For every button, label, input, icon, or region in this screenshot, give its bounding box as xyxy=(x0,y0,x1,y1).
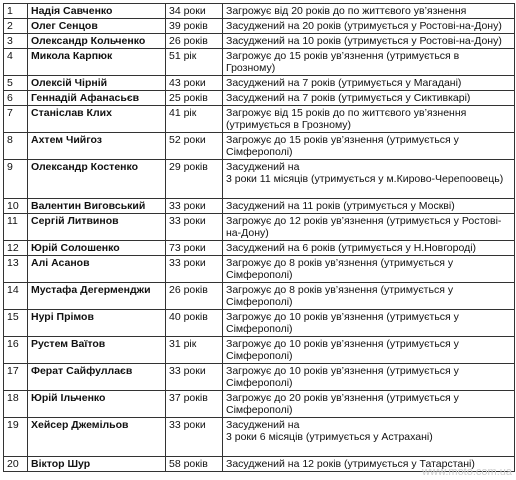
sentence-cell xyxy=(223,4,515,19)
person-name: Валентин Виговський xyxy=(28,199,166,214)
row-number: 3 xyxy=(4,34,28,49)
sentence-line: Засуджений на xyxy=(226,161,300,173)
sentence-cell xyxy=(223,337,515,364)
table-row xyxy=(4,34,515,49)
table-row xyxy=(4,214,515,241)
person-age: 40 років xyxy=(166,310,223,337)
sentence-cell xyxy=(223,364,515,391)
sentence-text: Засуджений на 10 років (утримується у Ростові-на-Дону) xyxy=(226,35,502,47)
sentence-line: 3 роки 11 місяців (утримується у м.Кирово-Черепоовець) xyxy=(226,173,504,185)
sentence-cell xyxy=(223,91,515,106)
table-row xyxy=(4,418,515,457)
person-age: 43 роки xyxy=(166,76,223,91)
row-number: 4 xyxy=(4,49,28,76)
row-number: 15 xyxy=(4,310,28,337)
person-age: 51 рік xyxy=(166,49,223,76)
person-age: 33 роки xyxy=(166,364,223,391)
person-age: 39 років xyxy=(166,19,223,34)
sentence-text: Загрожує до 15 років ув’язнення (утримується в Грозному) xyxy=(226,50,460,74)
sentence-cell xyxy=(223,283,515,310)
table-row xyxy=(4,337,515,364)
person-age: 25 років xyxy=(166,91,223,106)
person-name: Олексій Чірній xyxy=(28,76,166,91)
table-row xyxy=(4,91,515,106)
table-row xyxy=(4,133,515,160)
person-age: 29 років xyxy=(166,160,223,199)
table-row xyxy=(4,241,515,256)
person-age: 26 років xyxy=(166,34,223,49)
table-row xyxy=(4,19,515,34)
row-number: 8 xyxy=(4,133,28,160)
sentence-cell xyxy=(223,19,515,34)
sentence-text: Загрожує до 10 років ув’язнення (утримується у Сімферополі) xyxy=(226,338,459,362)
sentence-text: Засуджений на 6 років (утримується у Н.Новгороді) xyxy=(226,242,477,254)
table-row xyxy=(4,199,515,214)
sentence-text: Загрожує від 15 років до по життєвого ув’язнення (утримується в Грозному) xyxy=(226,107,467,131)
row-number: 12 xyxy=(4,241,28,256)
person-name: Микола Карпюк xyxy=(28,49,166,76)
table-row xyxy=(4,310,515,337)
person-name: Сергій Литвинов xyxy=(28,214,166,241)
sentence-text: Загрожує від 20 років до по життєвого ув’язнення xyxy=(226,5,467,17)
sentence-cell xyxy=(223,199,515,214)
sentence-line: 3 роки 6 місяців (утримується у Астрахані) xyxy=(226,431,433,443)
table-row xyxy=(4,364,515,391)
person-age: 34 роки xyxy=(166,4,223,19)
sentence-cell xyxy=(223,76,515,91)
person-name: Олександр Кольченко xyxy=(28,34,166,49)
table-row xyxy=(4,49,515,76)
table-row xyxy=(4,76,515,91)
row-number: 13 xyxy=(4,256,28,283)
row-number: 14 xyxy=(4,283,28,310)
sentence-line: Засуджений на xyxy=(226,419,300,431)
person-name: Надія Савченко xyxy=(28,4,166,19)
sentence-cell xyxy=(223,418,515,457)
row-number: 5 xyxy=(4,76,28,91)
person-name: Ахтем Чийгоз xyxy=(28,133,166,160)
row-number: 20 xyxy=(4,457,28,472)
person-name: Ферат Сайфуллаєв xyxy=(28,364,166,391)
sentence-text: Загрожує до 15 років ув’язнення (утримується у Сімферополі) xyxy=(226,134,459,158)
sentence-text: Загрожує до 8 років ув’язнення (утримується у Сімферополі) xyxy=(226,257,454,281)
person-age: 58 років xyxy=(166,457,223,472)
sentence-text: Засуджений на 11 років (утримується у Москві) xyxy=(226,200,455,212)
table-row xyxy=(4,4,515,19)
person-age: 33 роки xyxy=(166,418,223,457)
sentence-text: Засуджений на 7 років (утримується у Магадані) xyxy=(226,77,462,89)
person-name: Юрій Солошенко xyxy=(28,241,166,256)
table-row xyxy=(4,160,515,199)
person-age: 33 роки xyxy=(166,214,223,241)
sentence-text: Загрожує до 12 років ув’язнення (утримується у Ростові-на-Дону) xyxy=(226,215,502,239)
sentence-text: Загрожує до 20 років ув’язнення (утримується у Сімферополі) xyxy=(226,392,459,416)
person-age: 26 років xyxy=(166,283,223,310)
row-number: 1 xyxy=(4,4,28,19)
person-name: Олександр Костенко xyxy=(28,160,166,199)
table-row xyxy=(4,283,515,310)
person-name: Олег Сенцов xyxy=(28,19,166,34)
sentence-cell xyxy=(223,310,515,337)
sentence-cell xyxy=(223,34,515,49)
person-age: 41 рік xyxy=(166,106,223,133)
sentence-text: Засуджений на 20 років (утримується у Ростові-на-Дону) xyxy=(226,20,502,32)
row-number: 10 xyxy=(4,199,28,214)
sentence-cell xyxy=(223,391,515,418)
person-name: Станіслав Клих xyxy=(28,106,166,133)
table-row xyxy=(4,106,515,133)
sentence-cell xyxy=(223,256,515,283)
row-number: 17 xyxy=(4,364,28,391)
sentence-text: Засуджений на 7 років (утримується у Сиктивкарі) xyxy=(226,92,471,104)
person-name: Геннадій Афанасьєв xyxy=(28,91,166,106)
person-age: 31 рік xyxy=(166,337,223,364)
sentence-text: Загрожує до 8 років ув’язнення (утримується у Сімферополі) xyxy=(226,284,454,308)
prisoners-table xyxy=(3,3,515,472)
person-age: 33 роки xyxy=(166,199,223,214)
person-age: 37 років xyxy=(166,391,223,418)
sentence-cell xyxy=(223,241,515,256)
person-name: Рустем Ваїтов xyxy=(28,337,166,364)
row-number: 16 xyxy=(4,337,28,364)
site-watermark: www.moto.com.ua xyxy=(422,466,512,478)
person-age: 73 роки xyxy=(166,241,223,256)
sentence-text: Загрожує до 10 років ув’язнення (утримується у Сімферополі) xyxy=(226,365,459,389)
sentence-cell xyxy=(223,49,515,76)
person-age: 33 роки xyxy=(166,256,223,283)
sentence-cell xyxy=(223,106,515,133)
row-number: 9 xyxy=(4,160,28,199)
sentence-text: Засуджений на 12 років (утримується у Татарстані) xyxy=(226,458,475,470)
table-row xyxy=(4,391,515,418)
sentence-cell xyxy=(223,133,515,160)
table-row xyxy=(4,256,515,283)
person-name: Віктор Шур xyxy=(28,457,166,472)
row-number: 7 xyxy=(4,106,28,133)
sentence-cell xyxy=(223,214,515,241)
sentence-text: Загрожує до 10 років ув’язнення (утримується у Сімферополі) xyxy=(226,311,459,335)
person-name: Нурі Прімов xyxy=(28,310,166,337)
row-number: 19 xyxy=(4,418,28,457)
row-number: 11 xyxy=(4,214,28,241)
person-name: Мустафа Дегерменджи xyxy=(28,283,166,310)
row-number: 18 xyxy=(4,391,28,418)
sentence-cell xyxy=(223,160,515,199)
row-number: 6 xyxy=(4,91,28,106)
row-number: 2 xyxy=(4,19,28,34)
person-name: Юрій Ільченко xyxy=(28,391,166,418)
person-name: Хейсер Джемільов xyxy=(28,418,166,457)
person-age: 52 роки xyxy=(166,133,223,160)
person-name: Алі Асанов xyxy=(28,256,166,283)
